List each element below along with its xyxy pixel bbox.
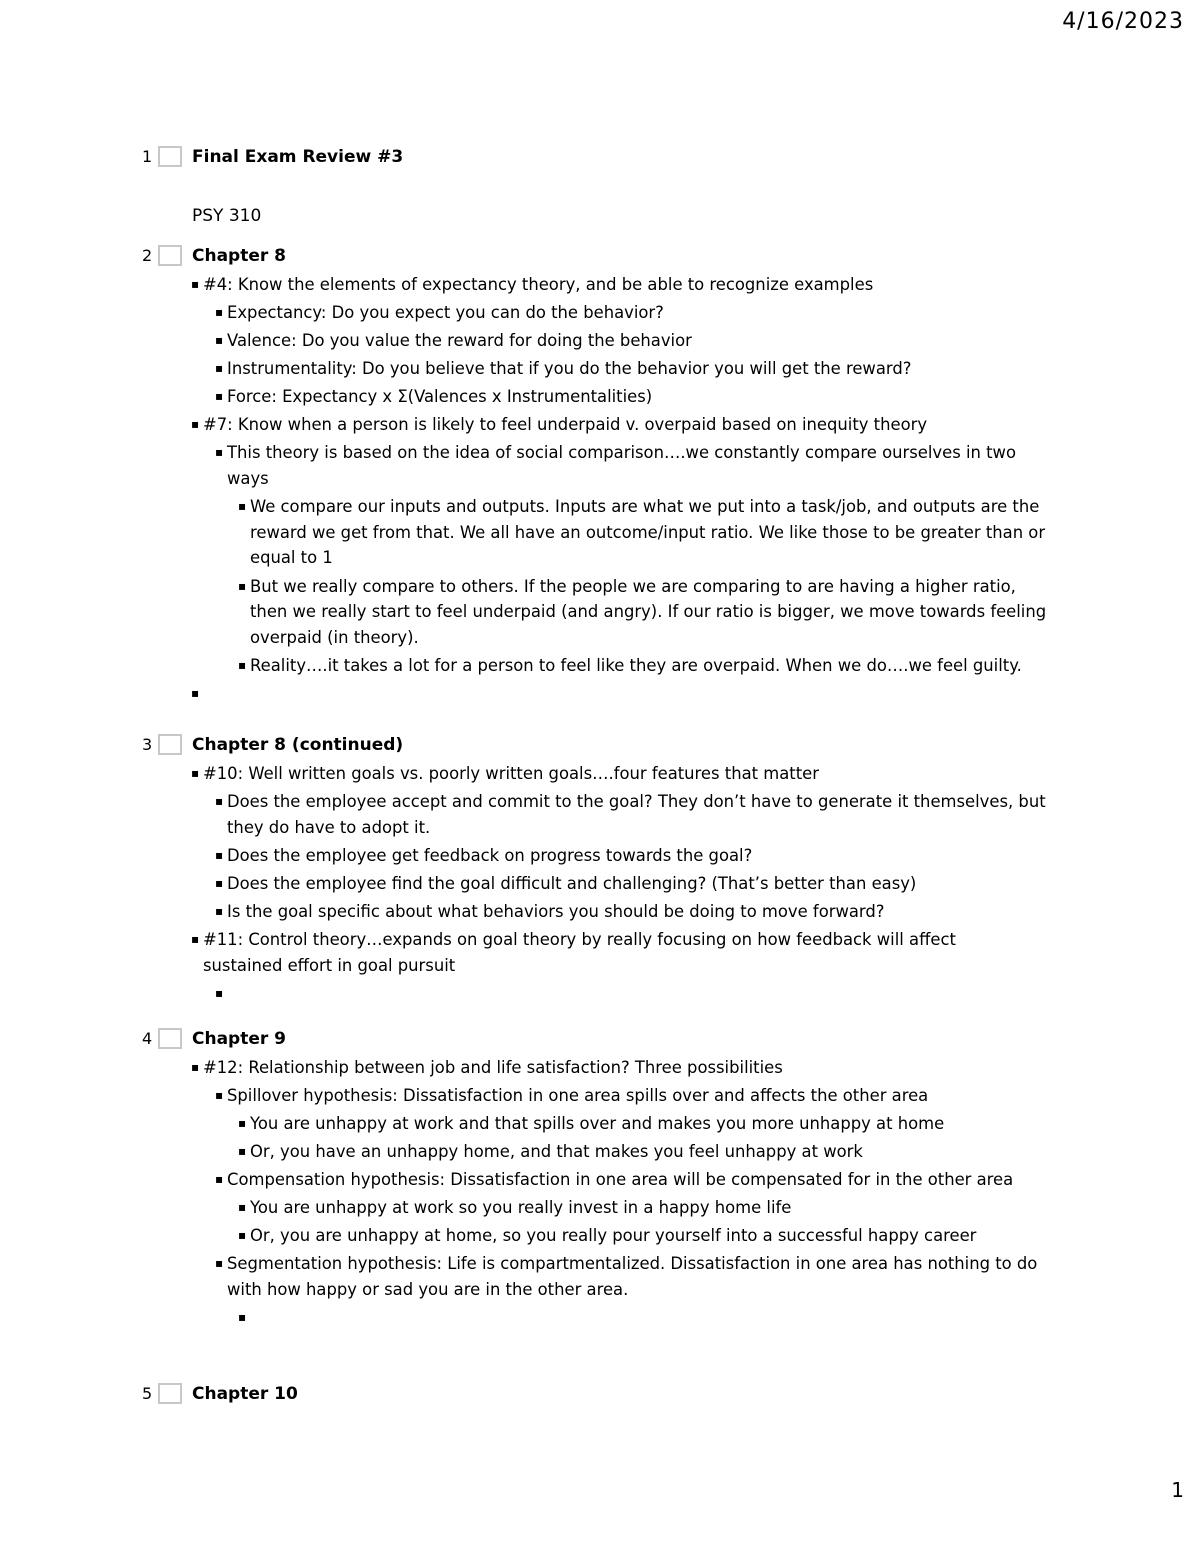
- slide-subtitle: PSY 310: [192, 206, 262, 226]
- list-item: ▪ Expectancy: Do you expect you can do the behavior?: [227, 300, 1053, 325]
- list-item: ▪ Does the employee accept and commit to the goal? They don’t have to generate it themselves, but they do have to adopt it.: [227, 789, 1053, 840]
- list-item: ▪ #11: Control theory…expands on goal theory by really focusing on how feedback will affect sustained effort in goal pursuit: [203, 927, 1003, 978]
- slide-outline: [0, 1052, 1200, 1330]
- list-item: ▪ You are unhappy at work so you really invest in a happy home life: [250, 1195, 1053, 1220]
- list-item: ▪ Does the employee get feedback on progress towards the goal?: [227, 843, 1053, 868]
- bullet-icon: ▪: [238, 1228, 247, 1242]
- bullet-icon: ▪: [215, 333, 224, 347]
- list-item: ▪ #4: Know the elements of expectancy theory, and be able to recognize examples: [203, 272, 1053, 297]
- bullet-icon: ▪: [191, 686, 200, 700]
- bullet-icon: ▪: [191, 417, 200, 431]
- bullet-icon: ▪: [215, 1172, 224, 1186]
- slide-thumbnail-icon: [158, 245, 182, 266]
- bullet-icon: ▪: [238, 499, 247, 513]
- list-item: ▪ You are unhappy at work and that spills over and makes you more unhappy at home: [250, 1111, 1053, 1136]
- list-item: ▪ This theory is based on the idea of social comparison….we constantly compare ourselves in two ways: [227, 440, 1053, 491]
- bullet-icon: ▪: [191, 1060, 200, 1074]
- list-item: [191, 681, 1053, 706]
- list-item: [238, 1305, 1053, 1330]
- list-item: ▪ Spillover hypothesis: Dissatisfaction in one area spills over and affects the other area: [227, 1083, 1053, 1108]
- list-item: ▪ Valence: Do you value the reward for doing the behavior: [227, 328, 1053, 353]
- bullet-icon: ▪: [215, 445, 224, 459]
- slide-title: Final Exam Review #3: [192, 147, 404, 167]
- slide-number: 4: [142, 1029, 153, 1048]
- list-item: ▪ Segmentation hypothesis: Life is compartmentalized. Dissatisfaction in one area has nothing to do with how happy or sad you are in the other area.: [227, 1251, 1053, 1302]
- list-item: ▪ #10: Well written goals vs. poorly written goals….four features that matter: [203, 761, 1053, 786]
- bullet-icon: ▪: [238, 1144, 247, 1158]
- page-number: 1: [1171, 1478, 1184, 1502]
- list-item: ▪ Compensation hypothesis: Dissatisfaction in one area will be compensated for in the other area: [227, 1167, 1053, 1192]
- slide-number: 1: [142, 147, 153, 166]
- slide-thumbnail-icon: [158, 734, 182, 755]
- bullet-icon: ▪: [215, 305, 224, 319]
- list-item: ▪ #12: Relationship between job and life satisfaction? Three possibilities: [203, 1055, 1053, 1080]
- slide-title: Chapter 8: [192, 246, 287, 266]
- bullet-icon: ▪: [191, 766, 200, 780]
- list-item: ▪ We compare our inputs and outputs. Inputs are what we put into a task/job, and outputs are the reward we get from that. We all have an outcome/input ratio. We like those to be greater than or equal to 1: [250, 494, 1053, 571]
- bullet-icon: ▪: [238, 1310, 247, 1324]
- bullet-icon: ▪: [215, 1256, 224, 1270]
- list-item: ▪ But we really compare to others. If the people we are comparing to are having a higher ratio, then we really start to feel underpaid (and angry). If our ratio is bigger, we move towards feeling overpaid (in theory).: [250, 574, 1053, 651]
- bullet-icon: ▪: [215, 361, 224, 375]
- list-item: ▪ #7: Know when a person is likely to feel underpaid v. overpaid based on inequity theory: [203, 412, 1053, 437]
- slide-outline: [0, 269, 1200, 706]
- bullet-icon: ▪: [215, 876, 224, 890]
- bullet-icon: ▪: [215, 389, 224, 403]
- list-item: [215, 981, 1053, 1006]
- bullet-icon: ▪: [238, 1200, 247, 1214]
- list-item: ▪ Does the employee find the goal difficult and challenging? (That’s better than easy): [227, 871, 1053, 896]
- slide-number: 5: [142, 1384, 153, 1403]
- bullet-icon: ▪: [215, 1088, 224, 1102]
- slide-number: 3: [142, 735, 153, 754]
- bullet-icon: ▪: [215, 986, 224, 1000]
- bullet-icon: ▪: [238, 1116, 247, 1130]
- slide-number: 2: [142, 246, 153, 265]
- slide-thumbnail-icon: [158, 1028, 182, 1049]
- slide-outline: [0, 758, 1200, 1006]
- bullet-icon: ▪: [215, 794, 224, 808]
- bullet-icon: ▪: [191, 932, 200, 946]
- slide-title: Chapter 8 (continued): [192, 735, 404, 755]
- list-item: ▪ Or, you have an unhappy home, and that makes you feel unhappy at work: [250, 1139, 1053, 1164]
- slide-title: Chapter 10: [192, 1384, 298, 1404]
- list-item: ▪ Reality….it takes a lot for a person to feel like they are overpaid. When we do….we feel guilty.: [250, 653, 1053, 678]
- page-date: 4/16/2023: [1062, 9, 1184, 34]
- list-item: ▪ Force: Expectancy x Σ(Valences x Instrumentalities): [227, 384, 1053, 409]
- bullet-icon: ▪: [191, 277, 200, 291]
- list-item: ▪ Instrumentality: Do you believe that if you do the behavior you will get the reward?: [227, 356, 1053, 381]
- bullet-icon: ▪: [215, 848, 224, 862]
- slide-thumbnail-icon: [158, 146, 182, 167]
- bullet-icon: ▪: [238, 578, 247, 593]
- bullet-icon: ▪: [238, 658, 247, 672]
- list-item: ▪ Is the goal specific about what behaviors you should be doing to move forward?: [227, 899, 1053, 924]
- bullet-icon: ▪: [215, 904, 224, 918]
- slide-title: Chapter 9: [192, 1029, 287, 1049]
- list-item: ▪ Or, you are unhappy at home, so you really pour yourself into a successful happy career: [250, 1223, 1053, 1248]
- slide-thumbnail-icon: [158, 1383, 182, 1404]
